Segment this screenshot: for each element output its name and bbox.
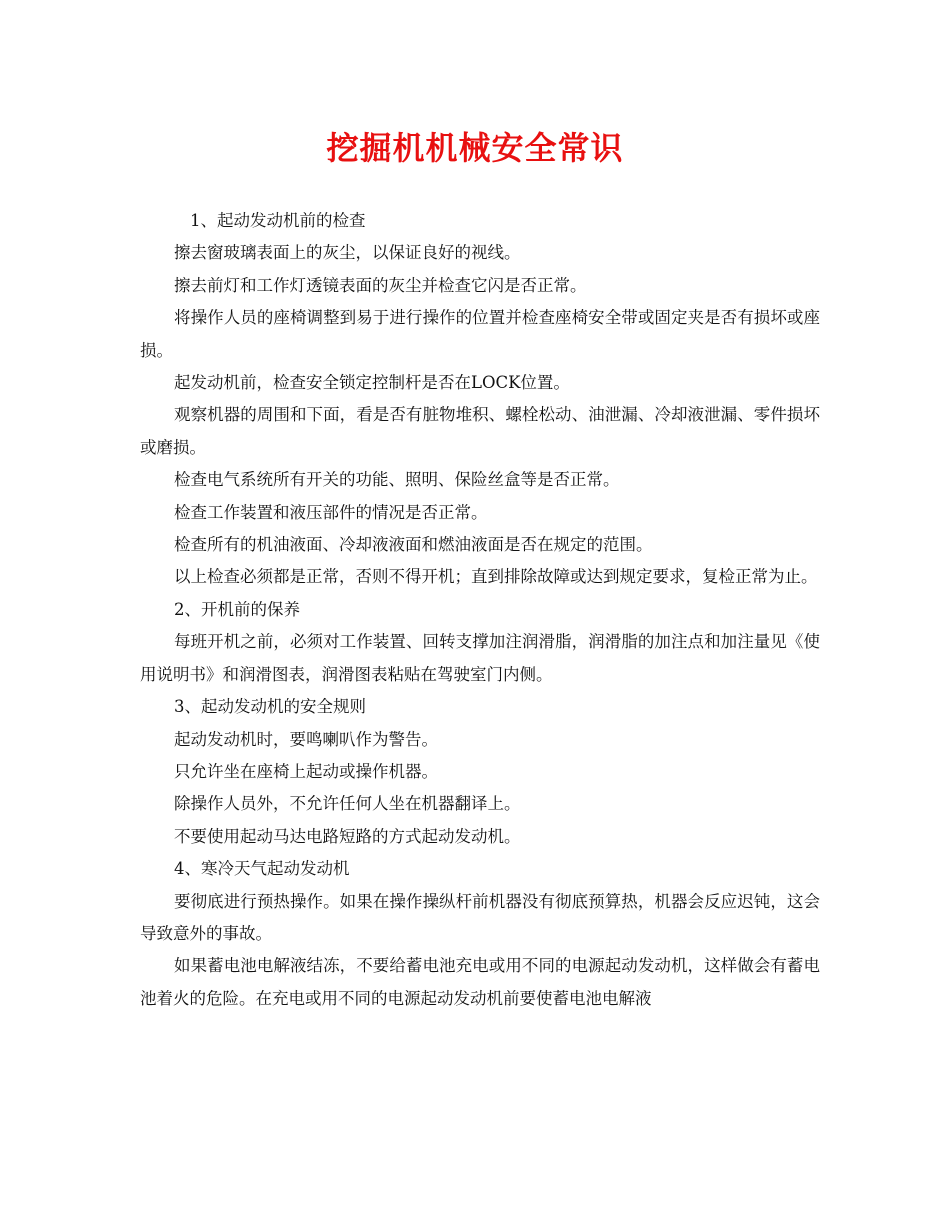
document-body — [140, 205, 820, 1015]
paragraph: 每班开机之前，必须对工作装置、回转支撑加注润滑脂，润滑脂的加注点和加注量见《使用说明书》和润滑图表，润滑图表粘贴在驾驶室门内侧。 — [140, 632, 820, 684]
paragraph: 检查工作装置和液压部件的情况是否正常。 — [174, 502, 488, 522]
paragraph: 擦去窗玻璃表面上的灰尘，以保证良好的视线。 — [174, 243, 521, 263]
paragraph: 起发动机前，检查安全锁定控制杆是否在LOCK位置。 — [174, 373, 570, 393]
section-heading: 4、寒冷天气起动发动机 — [174, 859, 350, 879]
paragraph: 如果蓄电池电解液结冻，不要给蓄电池充电或用不同的电源起动发动机，这样做会有蓄电池着火的危险。在充电或用不同的电源起动发动机前要使蓄电池电解液 — [140, 956, 820, 1008]
paragraph: 检查所有的机油液面、冷却液液面和燃油液面是否在规定的范围。 — [174, 535, 653, 555]
section-heading: 3、起动发动机的安全规则 — [174, 697, 366, 717]
paragraph: 将操作人员的座椅调整到易于进行操作的位置并检查座椅安全带或固定夹是否有损坏或座损。 — [140, 308, 820, 360]
paragraph: 不要使用起动马达电路短路的方式起动发动机。 — [174, 826, 521, 846]
paragraph: 起动发动机时，要鸣喇叭作为警告。 — [174, 729, 438, 749]
paragraph: 只允许坐在座椅上起动或操作机器。 — [174, 761, 438, 781]
paragraph: 以上检查必须都是正常，否则不得开机；直到排除故障或达到规定要求，复检正常为止。 — [174, 567, 818, 587]
paragraph: 擦去前灯和工作灯透镜表面的灰尘并检查它闪是否正常。 — [174, 275, 587, 295]
paragraph: 要彻底进行预热操作。如果在操作操纵杆前机器没有彻底预算热，机器会反应迟钝，这会导致意外的事故。 — [140, 891, 820, 943]
section-heading: 1、起动发动机前的检查 — [190, 211, 366, 230]
paragraph: 除操作人员外，不允许任何人坐在机器翻译上。 — [174, 794, 521, 814]
paragraph: 观察机器的周围和下面，看是否有脏物堆积、螺栓松动、油泄漏、冷却液泄漏、零件损坏或磨损。 — [140, 405, 820, 457]
section-heading: 2、开机前的保养 — [174, 599, 300, 619]
document-title: 挖掘机机械安全常识 — [326, 129, 624, 167]
paragraph: 检查电气系统所有开关的功能、照明、保险丝盒等是否正常。 — [174, 470, 620, 490]
